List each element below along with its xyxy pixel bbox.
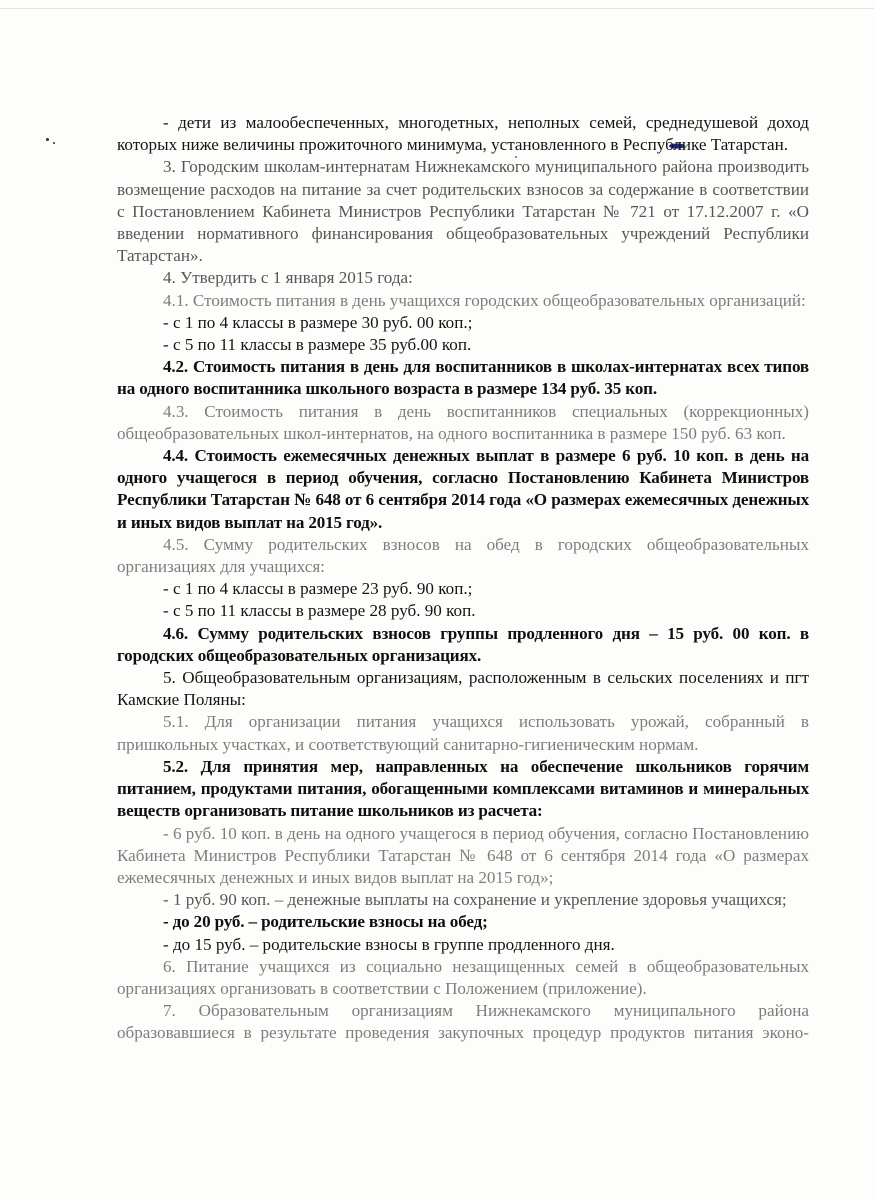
paragraph: - с 1 по 4 классы в размере 23 руб. 90 коп.; <box>163 579 473 599</box>
paragraph: 4. Утвердить с 1 января 2015 года: <box>163 268 413 288</box>
paragraph: 5. Общеобразовательным организациям, расположенным в сельских поселениях и пгт Камские Поляны: <box>117 668 809 710</box>
paragraph: 4.4. Стоимость ежемесячных денежных выплат в размере 6 руб. 10 коп. в день на одного учащегося в период обучения, согласно Постановлению Кабинета Министров Республики Татарстан № 648 от 6 сентября 2014 года «О размерах ежемесячных денежных и иных видов выплат на 2015 год». <box>117 446 809 532</box>
paragraph: - до 20 руб. – родительские взносы на обед; <box>163 912 488 932</box>
scan-edge <box>0 8 874 9</box>
paragraph: - с 5 по 11 классы в размере 28 руб. 90 коп. <box>163 601 476 621</box>
scan-speck <box>53 142 55 144</box>
paragraph: 4.2. Стоимость питания в день для воспитанников в школах-интернатах всех типов на одного воспитанника школьного возраста в размере 134 руб. 35 коп. <box>117 357 809 399</box>
paragraph: - 1 руб. 90 коп. – денежные выплаты на сохранение и укрепление здоровья учащихся; <box>163 890 787 910</box>
paragraph: 6. Питание учащихся из социально незащищенных семей в общеобразовательных организациях организовать в соответствии с Положением (приложение). <box>117 956 809 998</box>
paragraph: 3. Городским школам-интернатам Нижнекамского муниципального района производить возмещение расходов на питание за счет родительских взносов за содержание в соответствии с Постановлением Кабинета Министров Республики Татарстан № 721 от 17.12.2007 г. «О введении нормативного финансирования общеобразовательных учреждений Республики Татарстан». <box>117 157 809 266</box>
paragraph: - 6 руб. 10 коп. в день на одного учащегося в период обучения, согласно Постановлению Кабинета Министров Республики Татарстан № 648 от 6 сентября 2014 года «О размерах ежемесячных денежных и иных видов выплат на 2015 год»; <box>117 823 809 887</box>
scan-speck <box>46 138 49 141</box>
paragraph: 4.1. Стоимость питания в день учащихся городских общеобразовательных организаций: <box>163 290 806 310</box>
paragraph: - до 15 руб. – родительские взносы в группе продленного дня. <box>163 934 615 954</box>
paragraph: 7. Образовательным организациям Нижнекамского муниципального района образовавшиеся в результате проведения закупочных процедур продуктов питания эконо- <box>117 1001 809 1043</box>
paragraph: 4.5. Сумму родительских взносов на обед в городских общеобразовательных организациях для учащихся: <box>117 534 809 577</box>
document-body <box>117 112 809 1045</box>
paragraph: 5.1. Для организации питания учащихся использовать урожай, собранный в пришкольных участках, и соответствующий санитарно-гигиеническим нормам. <box>117 712 809 754</box>
paragraph: - с 5 по 11 классы в размере 35 руб.00 коп. <box>163 335 472 355</box>
paragraph: 5.2. Для принятия мер, направленных на обеспечение школьников горячим питанием, продуктами питания, обогащенными комплексами витаминов и минеральных веществ организовать питание школьников из расчета: <box>117 756 809 821</box>
paragraph: 4.3. Стоимость питания в день воспитанников специальных (коррекционных) общеобразовательных школ-интернатов, на одного воспитанника в размере 150 руб. 63 коп. <box>117 401 809 443</box>
paragraph: - дети из малообеспеченных, многодетных, неполных семей, среднедушевой доход которых ниже величины прожиточного минимума, установленного в Республике Татарстан. <box>117 113 809 155</box>
paragraph: 4.6. Сумму родительских взносов группы продленного дня – 15 руб. 00 коп. в городских общеобразовательных организациях. <box>117 623 809 665</box>
paragraph: - с 1 по 4 классы в размере 30 руб. 00 коп.; <box>163 312 473 332</box>
